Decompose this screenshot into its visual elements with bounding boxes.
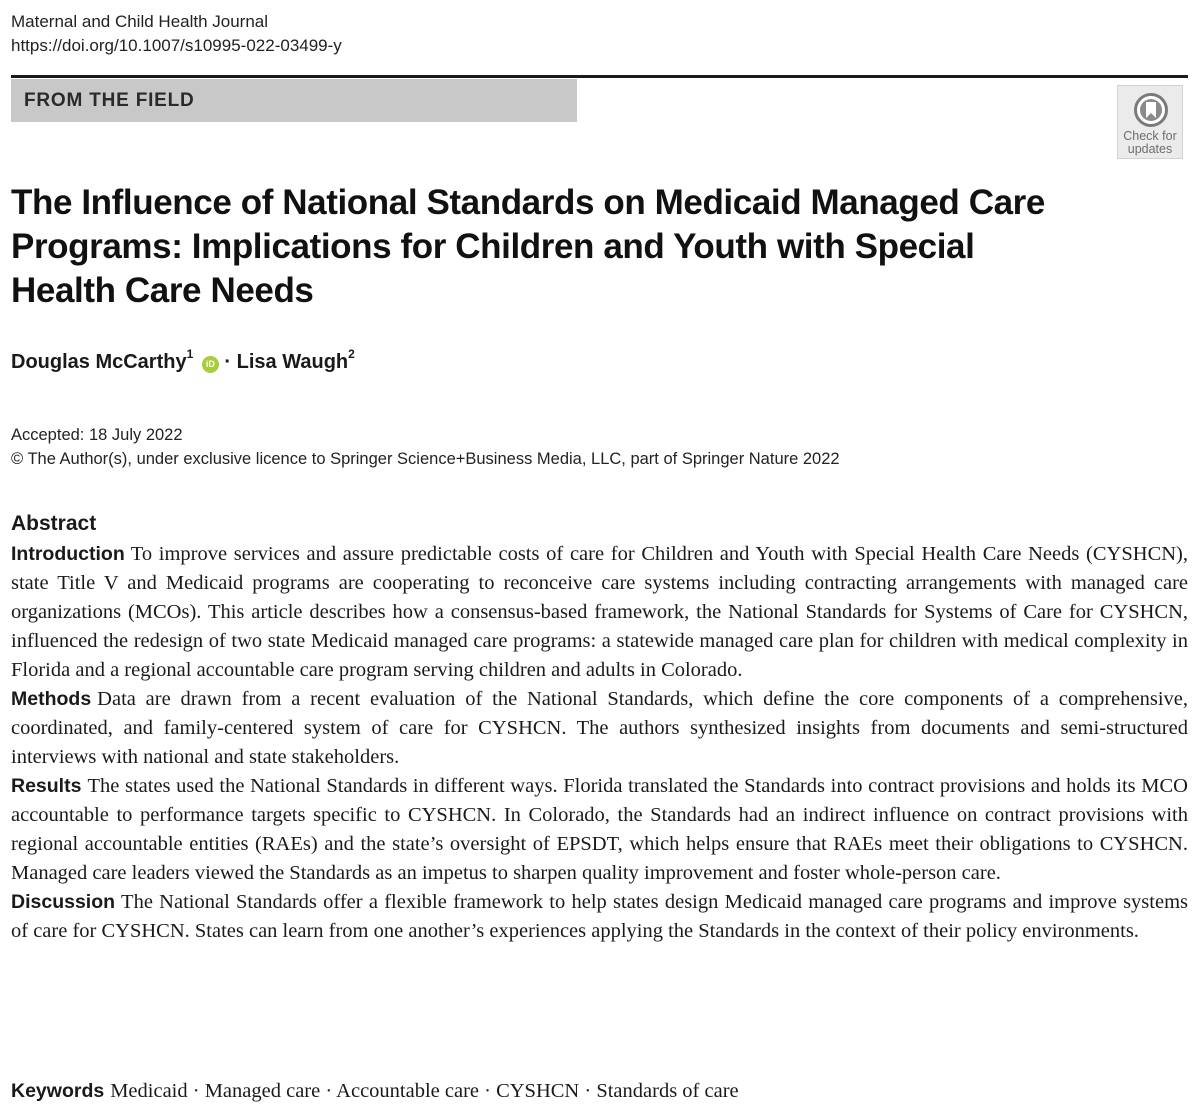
keywords	[11, 1077, 739, 1106]
abstract-section-text: The National Standards offer a flexible framework to help states design Medicaid managed care programs and improve systems of care for CYSHCN. States can learn from one another’s experiences applying the Standards in the context of their policy environments.	[11, 891, 1188, 942]
bookmark-icon	[1134, 93, 1168, 127]
article-meta	[11, 423, 840, 471]
abstract-section	[11, 888, 1188, 946]
abstract-section-label: Results	[11, 775, 82, 797]
accepted-date: Accepted: 18 July 2022	[11, 426, 183, 444]
abstract-heading: Abstract	[11, 512, 97, 535]
affiliation-marker: 2	[348, 347, 355, 362]
article-title: The Influence of National Standards on Medicaid Managed Care Programs: Implications for Children and Youth with Special Health Care Needs	[11, 183, 1045, 310]
section-banner	[11, 79, 577, 122]
copyright-notice: © The Author(s), under exclusive licence to Springer Science+Business Media, LLC, part of Springer Nature 2022	[11, 450, 840, 468]
abstract-body	[11, 540, 1188, 946]
section-label: FROM THE FIELD	[24, 90, 195, 111]
keywords-list: Medicaid · Managed care · Accountable care · CYSHCN · Standards of care	[110, 1080, 739, 1102]
author-separator: ·	[224, 351, 232, 373]
abstract-section-text: The states used the National Standards in different ways. Florida translated the Standards into contract provisions and holds its MCO accountable to performance targets specific to CYSHCN. In Colorado, the Standards had an indirect influence on contract provisions with regional accountable entities (RAEs) and the state’s oversight of EPSDT, which helps ensure that RAEs meet their obligations to CYSHCN. Managed care leaders viewed the Standards as an impetus to sharpen quality improvement and foster whole-person care.	[11, 775, 1188, 884]
journal-name: Maternal and Child Health Journal	[11, 12, 269, 31]
abstract-section-label: Discussion	[11, 891, 116, 913]
check-for-updates-badge[interactable]	[1117, 85, 1183, 159]
author-name[interactable]: Douglas McCarthy	[11, 351, 187, 373]
affiliation-marker: 1	[186, 347, 194, 362]
journal-header	[11, 10, 342, 58]
abstract-section-label: Methods	[11, 688, 92, 710]
author-list	[11, 347, 355, 374]
header-divider	[11, 75, 1188, 78]
abstract-section-label: Introduction	[11, 543, 125, 565]
abstract-section-text: Data are drawn from a recent evaluation of the National Standards, which define the core components of a comprehensive, coordinated, and family-centered system of care for CYSHCN. The authors synthesized insights from documents and semi-structured interviews with national and state stakeholders.	[11, 688, 1188, 768]
orcid-icon[interactable]: iD	[202, 356, 219, 373]
abstract-section	[11, 540, 1188, 685]
check-for-updates-text: Check for updates	[1123, 129, 1177, 156]
abstract-section-text: To improve services and assure predictable costs of care for Children and Youth with Special Health Care Needs (CYSHCN), state Title V and Medicaid programs are cooperating to reconceive care systems including contracting arrangements with managed care organizations (MCOs). This article describes how a consensus-based framework, the National Standards for Systems of Care for CYSHCN, influenced the redesign of two state Medicaid managed care programs: a statewide managed care plan for children with medical complexity in Florida and a regional accountable care program serving children and adults in Colorado.	[11, 543, 1188, 681]
abstract-section	[11, 685, 1188, 772]
keywords-label: Keywords	[11, 1080, 105, 1102]
author-name[interactable]: Lisa Waugh	[236, 351, 349, 373]
doi-link[interactable]: https://doi.org/10.1007/s10995-022-03499-y	[11, 36, 342, 55]
abstract-section	[11, 772, 1188, 888]
